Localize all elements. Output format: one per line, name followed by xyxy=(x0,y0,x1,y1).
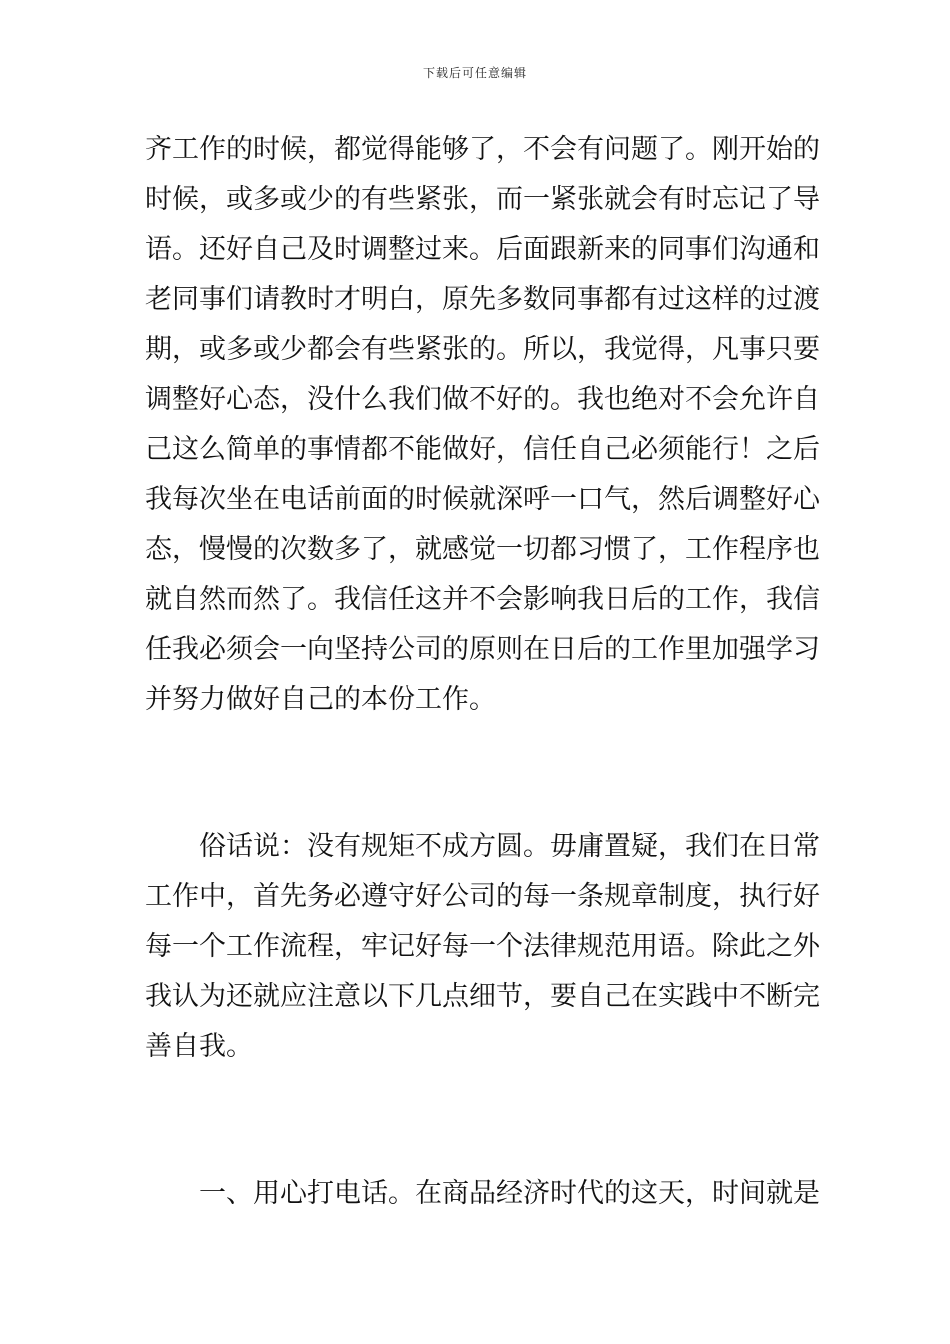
paragraph-line: 老同事们请教时才明白，原先多数同事都有过这样的过渡 xyxy=(145,284,820,315)
paragraph-line: 就自然而然了。我信任这并不会影响我日后的工作，我信 xyxy=(145,584,820,615)
paragraph-line: 工作中，首先务必遵守好公司的每一条规章制度，执行好 xyxy=(145,881,820,912)
paragraph-line: 期，或多或少都会有些紧张的。所以，我觉得，凡事只要 xyxy=(145,334,820,365)
paragraph-line: 己这么简单的事情都不能做好，信任自己必须能行！之后 xyxy=(145,434,820,465)
paragraph-line: 任我必须会一向坚持公司的原则在日后的工作里加强学习 xyxy=(145,634,820,665)
paragraph-line: 我每次坐在电话前面的时候就深呼一口气，然后调整好心 xyxy=(145,484,820,515)
paragraph-line: 语。还好自己及时调整过来。后面跟新来的同事们沟通和 xyxy=(145,234,820,265)
paragraph-line: 时候，或多或少的有些紧张，而一紧张就会有时忘记了导 xyxy=(145,184,820,215)
paragraph-line: 并努力做好自己的本份工作。 xyxy=(145,684,496,715)
paragraph-line: 善自我。 xyxy=(145,1031,253,1062)
paragraph-line: 态，慢慢的次数多了，就感觉一切都习惯了，工作程序也 xyxy=(145,534,820,565)
page-header: 下载后可任意编辑 xyxy=(422,66,527,80)
paragraph-line: 调整好心态，没什么我们做不好的。我也绝对不会允许自 xyxy=(145,384,820,415)
paragraph-line: 俗话说：没有规矩不成方圆。毋庸置疑，我们在日常 xyxy=(199,831,820,862)
paragraph-line: 我认为还就应注意以下几点细节，要自己在实践中不断完 xyxy=(145,981,820,1012)
paragraph-line: 齐工作的时候，都觉得能够了，不会有问题了。刚开始的 xyxy=(145,134,820,165)
paragraph-line: 每一个工作流程，牢记好每一个法律规范用语。除此之外 xyxy=(145,931,820,962)
paragraph-line: 一、用心打电话。在商品经济时代的这天，时间就是 xyxy=(199,1178,820,1209)
